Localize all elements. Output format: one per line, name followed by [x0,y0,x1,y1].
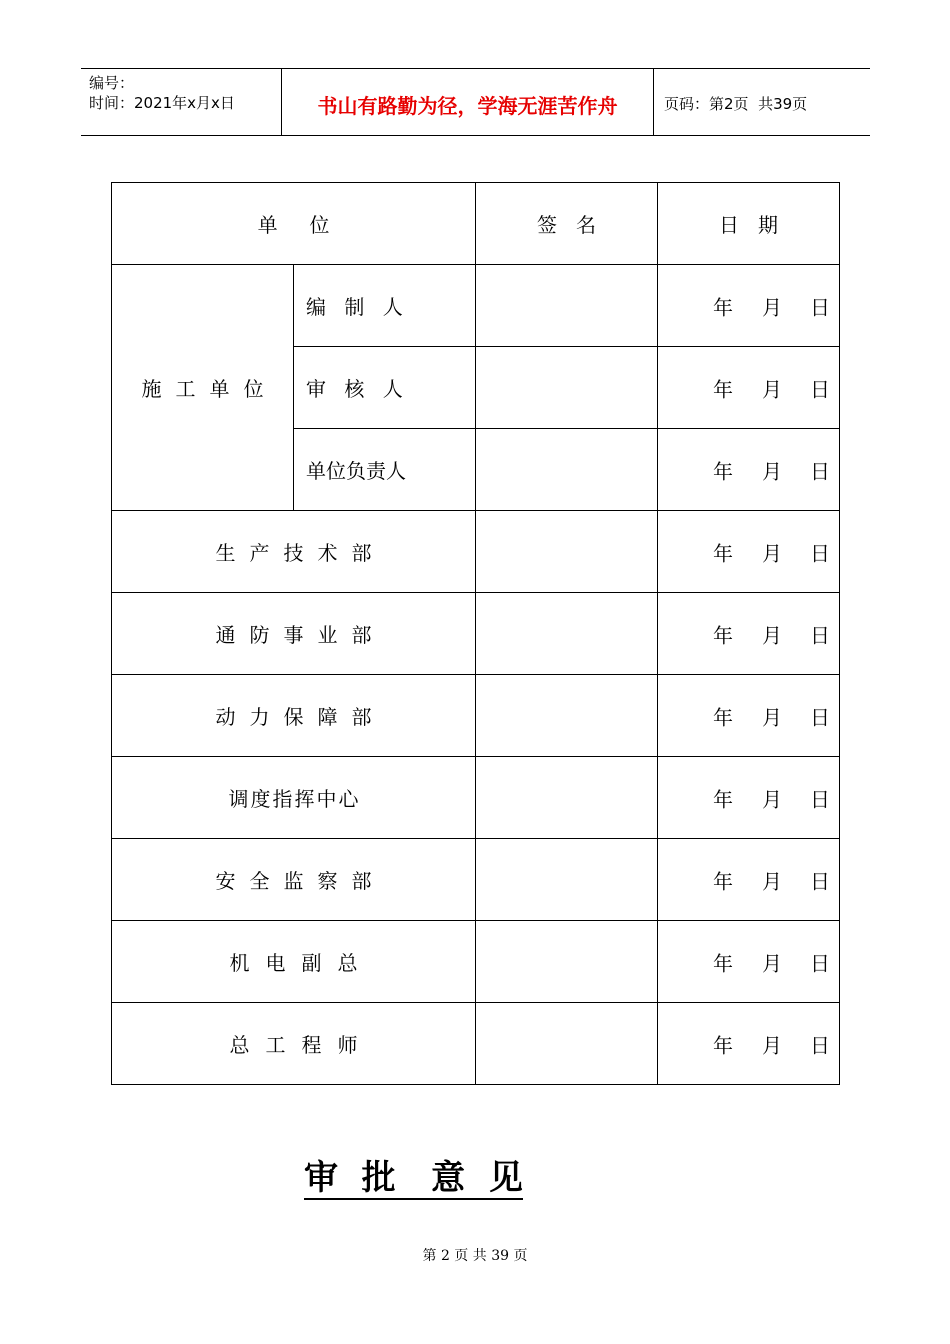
signature-cell[interactable] [476,265,658,347]
date-day-label: 日 [810,377,831,401]
date-month-label: 月 [762,705,783,729]
date-month-label: 月 [762,459,783,483]
table-row [112,675,840,757]
signature-cell[interactable] [476,675,658,757]
document-time-label: 时间：2021年x月x日 [89,94,235,112]
date-day-label: 日 [810,295,831,319]
department-label: 通防事业部 [112,593,476,675]
table-row [112,757,840,839]
table-row [112,265,840,347]
signature-table [111,182,840,1085]
date-day-label: 日 [810,951,831,975]
date-day-label: 日 [810,459,831,483]
date-year-label: 年 [713,295,734,319]
table-header-row [112,183,840,265]
date-day-label: 日 [810,869,831,893]
department-label: 调度指挥中心 [112,757,476,839]
construction-role-label: 编 制 人 [294,265,476,347]
signature-cell[interactable] [476,1003,658,1085]
date-year-label: 年 [713,459,734,483]
date-year-label: 年 [713,377,734,401]
date-cell[interactable] [658,429,840,511]
date-cell[interactable] [658,675,840,757]
column-header-unit-label: 单 位 [257,213,330,237]
date-cell[interactable] [658,593,840,675]
date-year-label: 年 [713,1033,734,1057]
signature-cell[interactable] [476,593,658,675]
date-month-label: 月 [762,623,783,647]
date-year-label: 年 [713,705,734,729]
signature-cell[interactable] [476,347,658,429]
date-cell[interactable] [658,757,840,839]
date-month-label: 月 [762,377,783,401]
table-row [112,921,840,1003]
signature-cell[interactable] [476,839,658,921]
column-header-unit [112,183,476,265]
approval-title: 审 批 意 见 [304,1158,523,1198]
date-cell[interactable] [658,839,840,921]
date-cell[interactable] [658,511,840,593]
column-header-date-label: 日 期 [718,213,779,237]
signature-cell[interactable] [476,511,658,593]
department-label: 安全监察部 [112,839,476,921]
date-month-label: 月 [762,1033,783,1057]
date-year-label: 年 [713,951,734,975]
column-header-date [658,183,840,265]
department-label: 机电副总 [112,921,476,1003]
date-month-label: 月 [762,541,783,565]
signature-cell[interactable] [476,921,658,1003]
department-label: 生产技术部 [112,511,476,593]
date-year-label: 年 [713,869,734,893]
table-row [112,1003,840,1085]
header-meta [81,69,282,135]
page-footer: 第 2 页 共 39 页 [422,1248,528,1264]
table-row [112,839,840,921]
page-header [81,68,870,136]
date-month-label: 月 [762,295,783,319]
date-day-label: 日 [810,623,831,647]
date-year-label: 年 [713,787,734,811]
construction-unit-label: 施工单位 [112,265,294,511]
date-cell[interactable] [658,921,840,1003]
department-label: 动力保障部 [112,675,476,757]
date-cell[interactable] [658,1003,840,1085]
table-row [112,593,840,675]
date-year-label: 年 [713,623,734,647]
construction-role-label: 审 核 人 [294,347,476,429]
date-day-label: 日 [810,705,831,729]
date-day-label: 日 [810,1033,831,1057]
column-header-signature-label: 签 名 [536,213,597,237]
date-year-label: 年 [713,541,734,565]
department-label: 总工程师 [112,1003,476,1085]
date-month-label: 月 [762,869,783,893]
signature-cell[interactable] [476,429,658,511]
date-cell[interactable] [658,265,840,347]
construction-role-label: 单位负责人 [294,429,476,511]
date-month-label: 月 [762,787,783,811]
header-motto: 书山有路勤为径，学海无涯苦作舟 [282,69,654,135]
date-month-label: 月 [762,951,783,975]
signature-cell[interactable] [476,757,658,839]
column-header-signature [476,183,658,265]
date-day-label: 日 [810,787,831,811]
date-day-label: 日 [810,541,831,565]
table-row [112,511,840,593]
header-page-info: 页码：第2页 共39页 [664,94,808,113]
date-cell[interactable] [658,347,840,429]
document-number-label: 编号： [89,74,135,92]
